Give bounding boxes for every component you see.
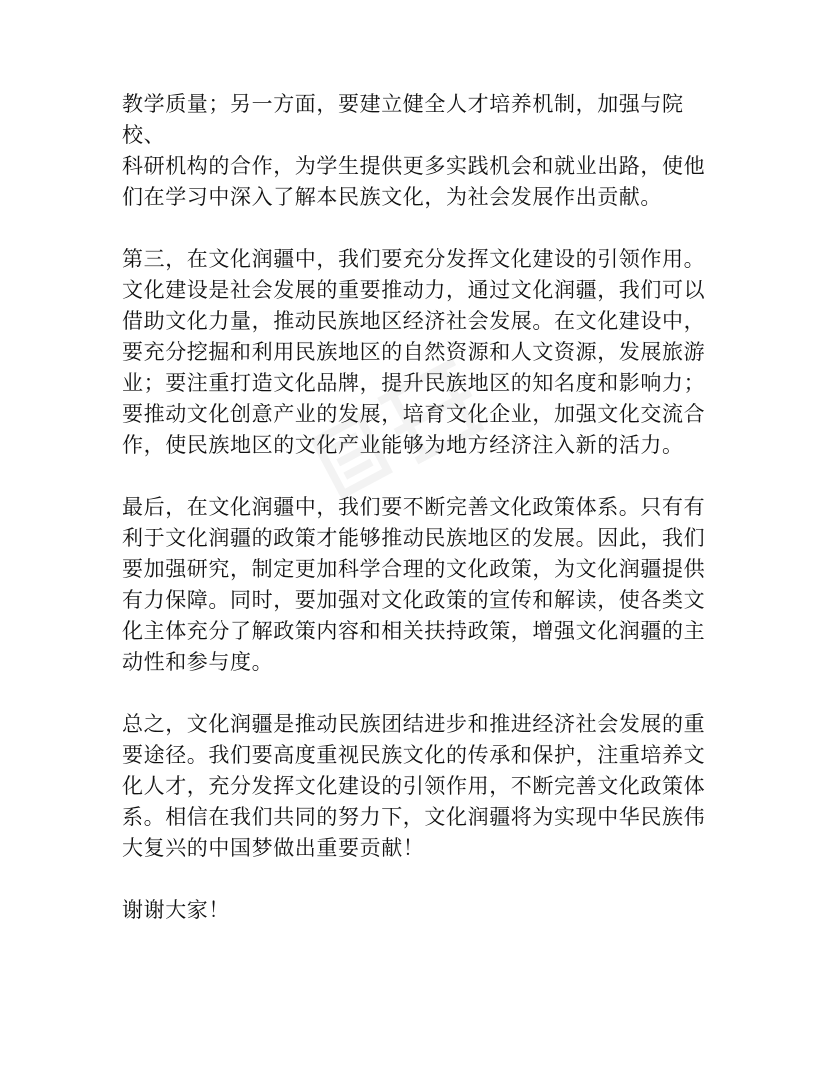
paragraph-conclusion: 总之，文化润疆是推动民族团结进步和推进经济社会发展的重 要途径。我们要高度重视民族文化的传承和保护，注重培养文 化人才，充分发挥文化建设的引领作用，不断完善文化政策体 系。相信在我们共同的努力下，文化润疆将为实现中华民族伟 大复兴的中国梦做出重要贡献！: [122, 712, 706, 860]
document-body: [122, 89, 722, 957]
paragraph-education-quality: 教学质量；另一方面，要建立健全人才培养机制，加强与院校、 科研机构的合作，为学生提供更多实践机会和就业出路，使他 们在学习中深入了解本民族文化，为社会发展作出贡献。: [122, 92, 706, 209]
closing-thanks: 谢谢大家！: [122, 898, 230, 922]
paragraph-cultural-construction: 第三，在文化润疆中，我们要充分发挥文化建设的引领作用。 文化建设是社会发展的重要推动力，通过文化润疆，我们可以 借助文化力量，推动民族地区经济社会发展。在文化建设中， 要充分挖掘和利用民族地区的自然资源和人文资源，发展旅游 业；要注重打造文化品牌，提升民族地区的知名度和影响力； 要推动文化创意产业的发展，培育文化企业，加强文化交流合 作，使民族地区的文化产业能够为地方经济注入新的活力。: [122, 247, 706, 457]
paragraph-cultural-policy: 最后，在文化润疆中，我们要不断完善文化政策体系。只有有 利于文化润疆的政策才能够推动民族地区的发展。因此，我们 要加强研究，制定更加科学合理的文化政策，为文化润疆提供 有力保障。同时，要加强对文化政策的宣传和解读，使各类文 化主体充分了解政策内容和相关扶持政策，增强文化润疆的主 动性和参与度。: [122, 495, 706, 674]
